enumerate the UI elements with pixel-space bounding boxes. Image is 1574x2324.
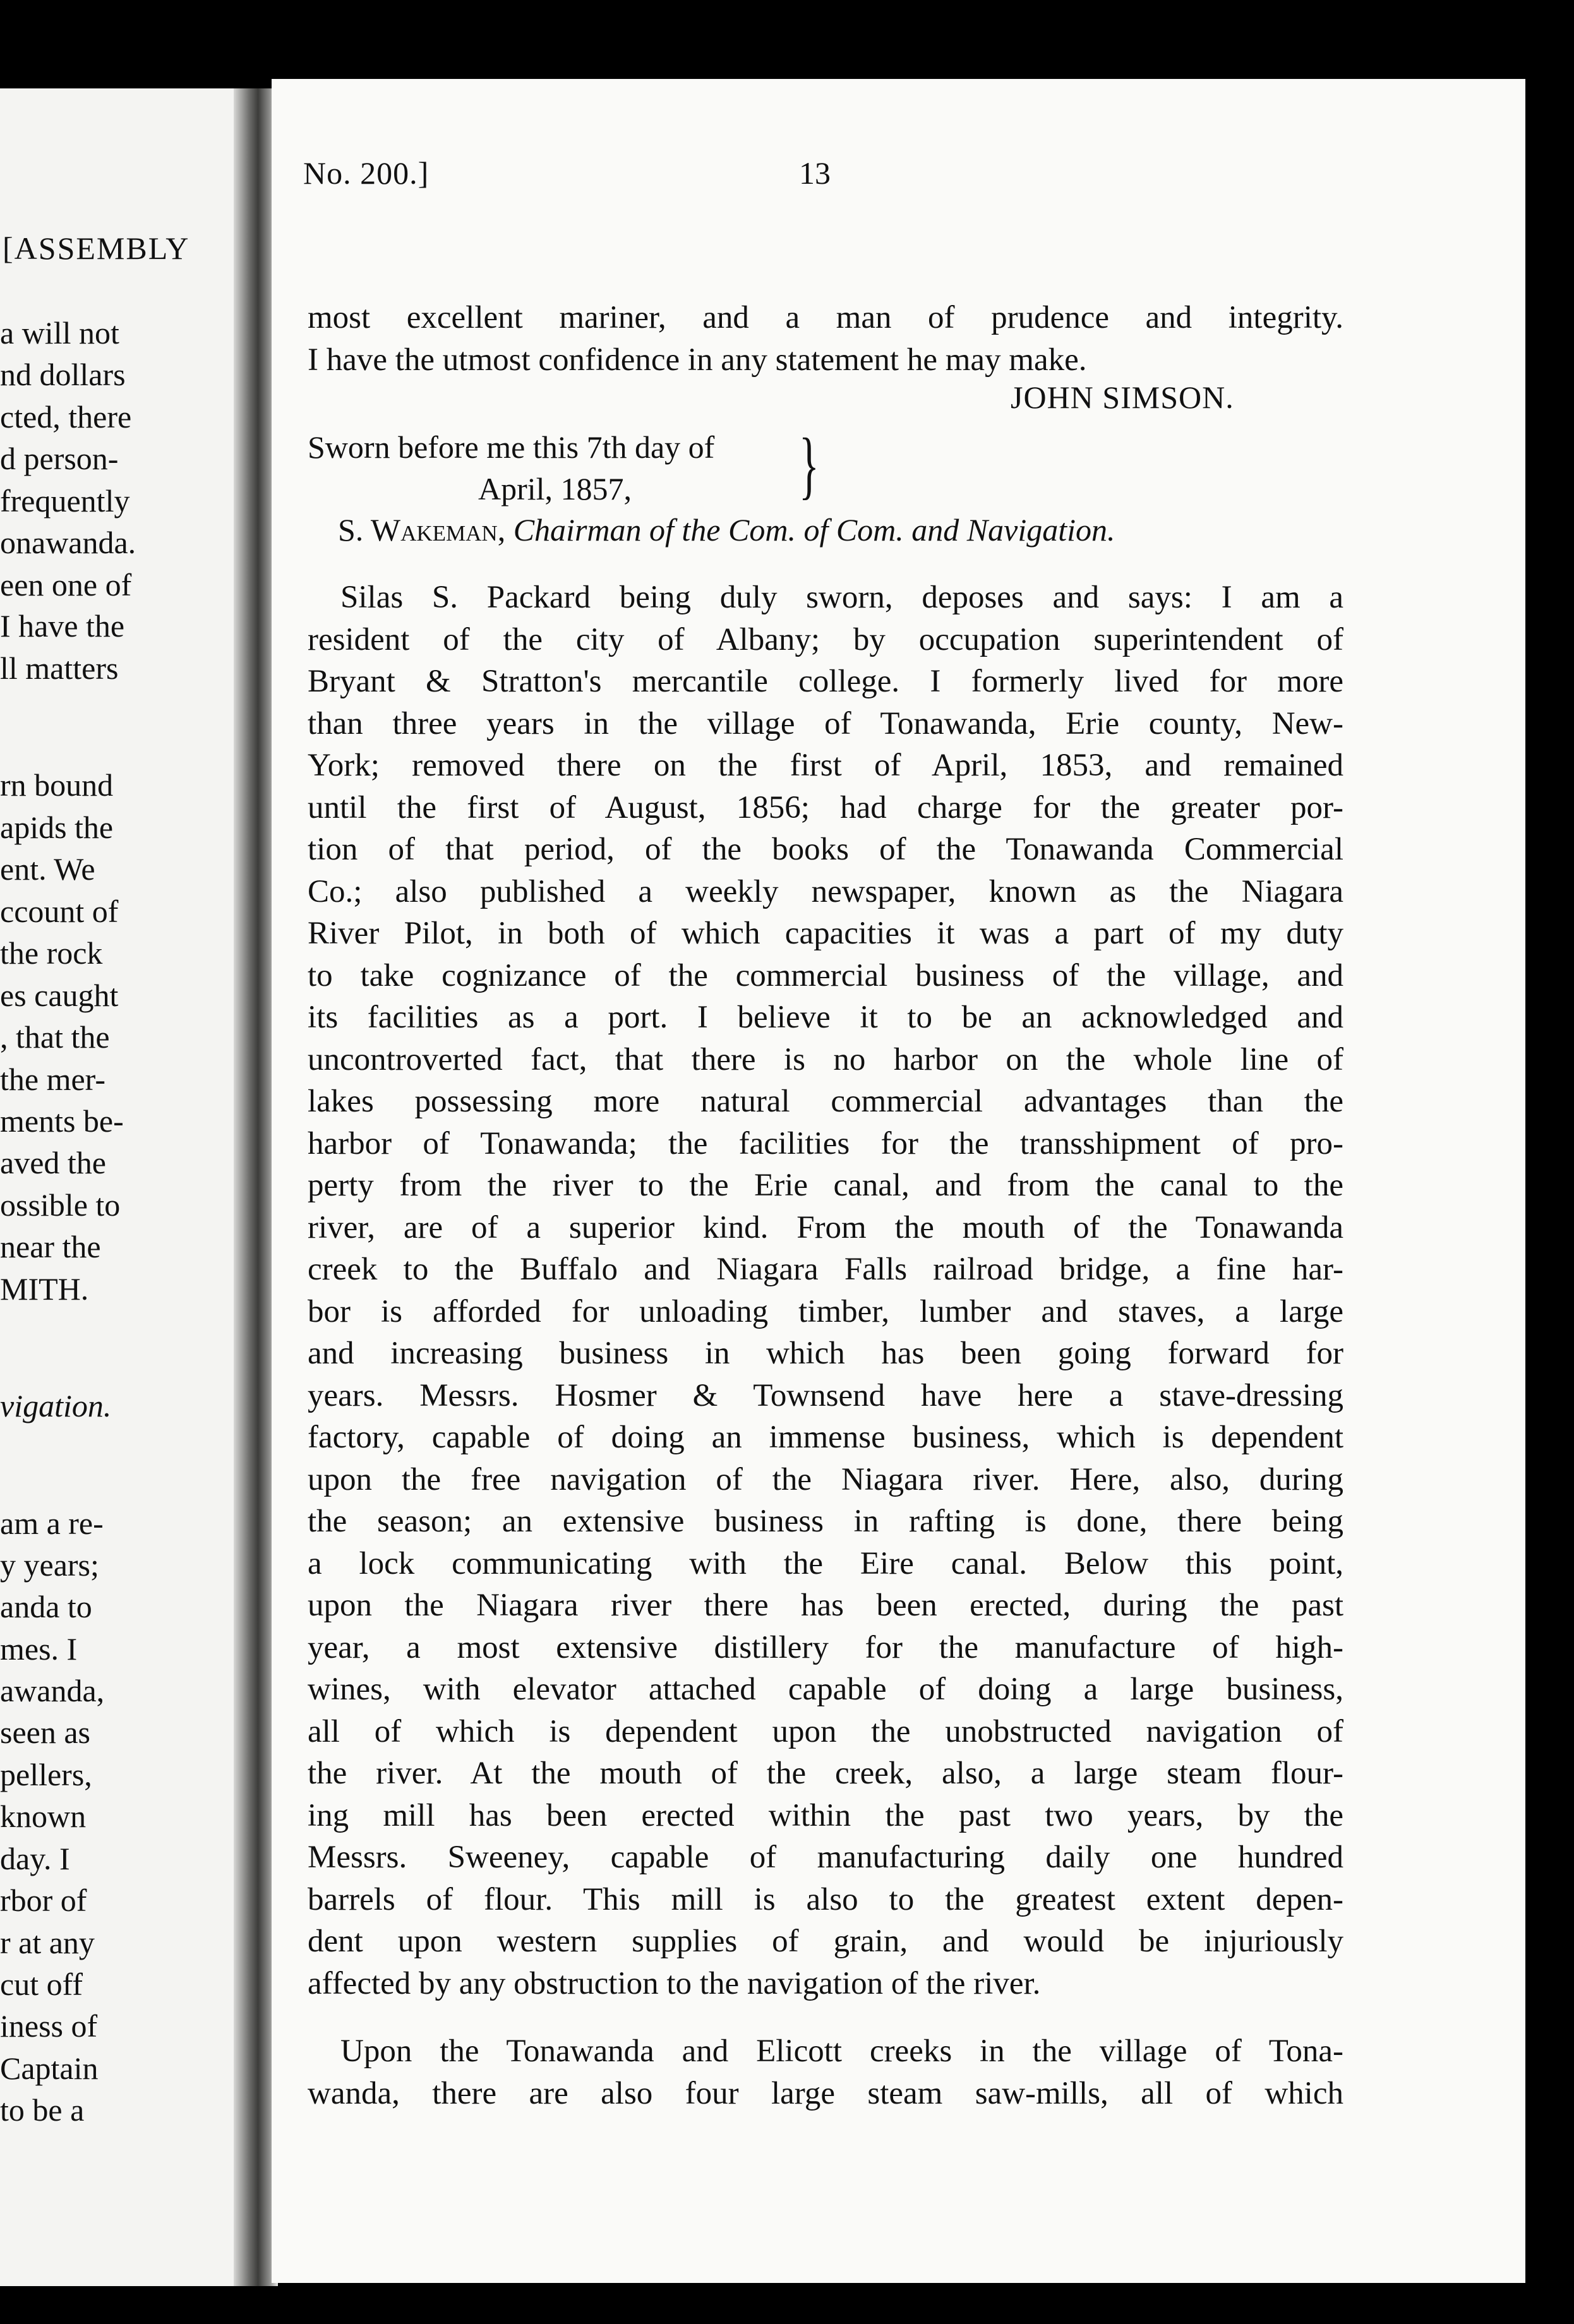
text-line: barrels of flour. This mill is also to the greatest extent depen-: [308, 1881, 1343, 1917]
previous-page-line: ent. We: [0, 851, 95, 887]
text-line: perty from the river to the Erie canal, and from the canal to the: [308, 1168, 1343, 1203]
text-line: uncontroverted fact, that there is no harbor on the whole line of: [308, 1041, 1343, 1077]
previous-page-line: I have the: [0, 608, 125, 644]
previous-page-line: mes. I: [0, 1631, 78, 1667]
text-line: ing mill has been erected within the past two years, by the: [308, 1797, 1343, 1833]
text-line: the season; an extensive business in rafting is done, there being: [308, 1504, 1343, 1539]
previous-page-line: es caught: [0, 978, 119, 1013]
text-line: factory, capable of doing an immense business, which is dependent: [308, 1420, 1343, 1455]
previous-page-line: nd dollars: [0, 357, 126, 392]
previous-page-line: onawanda.: [0, 525, 136, 560]
previous-page-line: een one of: [0, 567, 132, 602]
sworn-line-2: April, 1857,: [478, 471, 632, 506]
text-line: year, a most extensive distillery for the manufacture of high-: [308, 1629, 1343, 1665]
text-line: river, are of a superior kind. From the mouth of the Tonawanda: [308, 1209, 1343, 1245]
previous-page-line: ments be-: [0, 1103, 124, 1139]
previous-page-line: frequently: [0, 483, 130, 518]
text-line: bor is afforded for unloading timber, lumber and staves, a large: [308, 1293, 1343, 1329]
previous-page-line: ccount of: [0, 894, 119, 929]
previous-page-line: the mer-: [0, 1062, 105, 1097]
document-number: No. 200.]: [303, 155, 430, 191]
previous-page-line: day. I: [0, 1841, 70, 1876]
previous-page-line: the rock: [0, 935, 103, 971]
text-line: wines, with elevator attached capable of doing a large business,: [308, 1672, 1343, 1707]
text-line: years. Messrs. Hosmer & Townsend have here a stave-dressing: [308, 1377, 1343, 1413]
text-line: the river. At the mouth of the creek, also, a large steam flour-: [308, 1756, 1343, 1791]
previous-page-line: to be a: [0, 2092, 85, 2128]
text-line: than three years in the village of Tonawanda, Erie county, New-: [308, 705, 1343, 741]
previous-page-line: cut off: [0, 1967, 83, 2002]
previous-page-line: anda to: [0, 1589, 92, 1624]
previous-page-line: rn bound: [0, 767, 114, 803]
previous-page-line: am a re-: [0, 1506, 104, 1541]
previous-page-line: [ASSEMBLY: [3, 231, 190, 266]
chairman-name: S. Wakeman,: [338, 512, 506, 548]
text-line: to take cognizance of the commercial business of the village, and: [308, 957, 1343, 993]
previous-page-line: ll matters: [0, 650, 119, 686]
previous-page-line: y years;: [0, 1547, 99, 1583]
running-header: [303, 155, 1448, 199]
text-line: its facilities as a port. I believe it to be an acknowledged and: [308, 1000, 1343, 1035]
text-line: wanda, there are also four large steam saw-mills, all of which: [308, 2075, 1343, 2111]
text-line: Silas S. Packard being duly sworn, deposes and says: I am a: [340, 580, 1343, 615]
previous-page-line: r at any: [0, 1925, 95, 1960]
brace-symbol: }: [798, 422, 819, 506]
text-line: affected by any obstruction to the navigation of the river.: [308, 1965, 1041, 2001]
previous-page-line: Captain: [0, 2051, 99, 2086]
text-line: most excellent mariner, and a man of prudence and integrity.: [308, 300, 1343, 335]
previous-page-line: ossible to: [0, 1187, 121, 1223]
previous-page-line: seen as: [0, 1715, 90, 1750]
text-line: Upon the Tonawanda and Elicott creeks in the village of Tona-: [340, 2033, 1343, 2069]
text-line: Bryant & Stratton's mercantile college. I formerly lived for more: [308, 664, 1343, 699]
previous-page-line: MITH.: [0, 1271, 89, 1307]
previous-page-line: awanda,: [0, 1673, 105, 1708]
previous-page-line: apids the: [0, 810, 114, 845]
text-line: River Pilot, in both of which capacities it was a part of my duty: [308, 916, 1343, 951]
text-line: York; removed there on the first of April, 1853, and remained: [308, 748, 1343, 783]
previous-page-line: near the: [0, 1229, 101, 1264]
paragraph-packard: [308, 577, 1343, 2004]
previous-page-line: vigation.: [0, 1388, 112, 1423]
previous-page-line: known: [0, 1799, 87, 1834]
continued-text: [308, 297, 1343, 381]
text-line: I have the utmost confidence in any statement he may make.: [308, 342, 1087, 378]
text-line: upon the Niagara river there has been erected, during the past: [308, 1588, 1343, 1623]
text-line: all of which is dependent upon the unobstructed navigation of: [308, 1713, 1343, 1749]
text-line: upon the free navigation of the Niagara river. Here, also, during: [308, 1461, 1343, 1497]
text-line: lakes possessing more natural commercial advantages than the: [308, 1084, 1343, 1119]
chairman-title: Chairman of the Com. of Com. and Navigation.: [513, 512, 1115, 548]
text-line: until the first of August, 1856; had charge for the greater por-: [308, 789, 1343, 825]
text-line: creek to the Buffalo and Niagara Falls railroad bridge, a fine har-: [308, 1252, 1343, 1287]
sworn-statement: [308, 426, 714, 510]
previous-page-line: aved the: [0, 1145, 106, 1180]
previous-page-line: d person-: [0, 441, 119, 476]
sworn-line-1: Sworn before me this 7th day of: [308, 429, 715, 465]
paragraph-sawmills: [308, 2030, 1343, 2114]
previous-page-line: iness of: [0, 2008, 98, 2044]
signature: JOHN SIMSON.: [1011, 380, 1234, 415]
previous-page-line: , that the: [0, 1019, 110, 1055]
previous-page-line: rbor of: [0, 1883, 87, 1918]
previous-page-line: pellers,: [0, 1757, 92, 1792]
text-line: Co.; also published a weekly newspaper, known as the Niagara: [308, 873, 1343, 909]
text-line: dent upon western supplies of grain, and would be injuriously: [308, 1924, 1343, 1959]
page-number: 13: [799, 155, 831, 191]
text-line: and increasing business in which has been going forward for: [308, 1336, 1343, 1371]
text-line: harbor of Tonawanda; the facilities for the transshipment of pro-: [308, 1125, 1343, 1161]
previous-page-line: a will not: [0, 315, 119, 350]
text-line: tion of that period, of the books of the Tonawanda Commercial: [308, 832, 1343, 867]
previous-page-line: cted, there: [0, 399, 132, 434]
chairman-line: [338, 512, 1115, 548]
text-line: a lock communicating with the Eire canal. Below this point,: [308, 1545, 1343, 1581]
text-line: resident of the city of Albany; by occupation superintendent of: [308, 621, 1343, 657]
text-line: Messrs. Sweeney, capable of manufacturing daily one hundred: [308, 1840, 1343, 1875]
